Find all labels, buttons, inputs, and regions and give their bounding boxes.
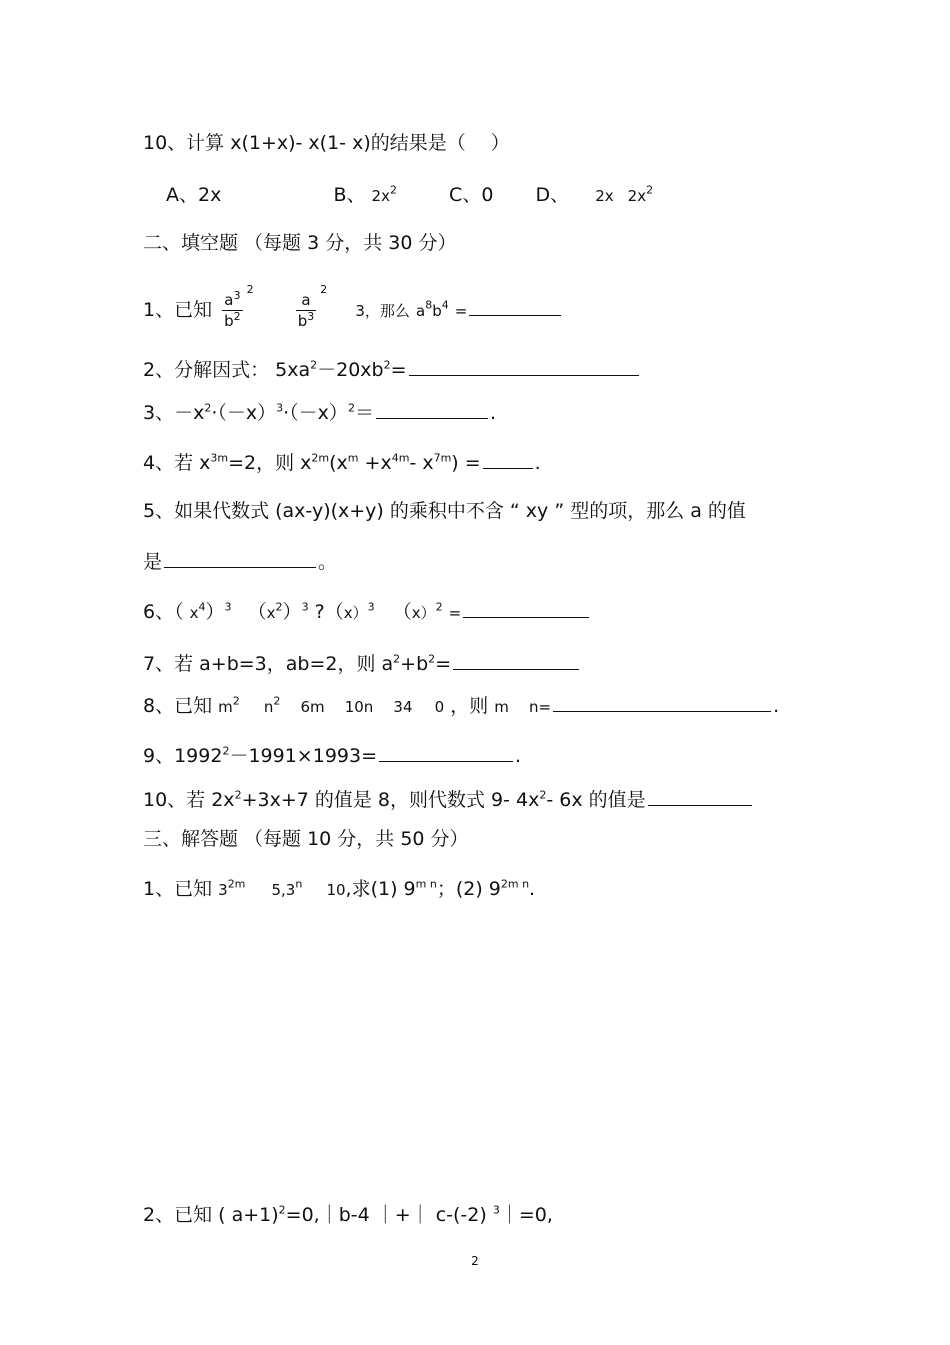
page-number: 2 <box>471 1254 479 1268</box>
fraction-2: $\frac{a}{b^3}$ <box>297 291 315 330</box>
fill-10: 10、若 $2x^2+3x+7$ 的值是 8，则代数式 9- $4x^2-$ 6x 的值是 <box>143 787 754 812</box>
fill-4: 4、若 $x^{3m}=2$，则 $x^{2m}(x^m +x^{4m}-$ $x^{7m}$) = . <box>143 451 541 474</box>
solve-1: 1、已知 $3^{2m}$ 5,3$^n$ 10,求(1) $9^{m n}$；(2) $9^{2m n}$. <box>143 877 536 900</box>
fill-5-line2: 是 。 <box>143 551 338 573</box>
answer-blank <box>469 297 561 316</box>
option-d: D、 2x $2x^2$ <box>535 183 654 206</box>
fill-3: 3、$-x^2\cdot(-x)^3\cdot(-x)^2=$ . <box>143 401 496 424</box>
answer-blank <box>376 400 488 419</box>
fill-6: 6、（ $x^4)^3$ $(x^2)^3$ $?(x)^3$ $(x)^2$ = <box>143 599 591 625</box>
fill-9: 9、$1992^2-1991\times 1993=$ . <box>143 744 522 767</box>
answer-blank <box>379 743 513 762</box>
fill-1: 1、已知 $\frac{a^3}{b^2}$ $^2$ $\frac{a}{b^3}$ $^2$ 3，那么 $a^8b^4$ = <box>143 290 563 331</box>
option-c: C、0 <box>449 184 494 206</box>
solve-2: 2、已知 ( a+1)$^2$=0,｜b-4 ｜+｜ c-(-2) $^3$｜=0, <box>143 1203 553 1226</box>
section3-heading: 三、解答题 （每题 10 分，共 50 分） <box>143 828 469 850</box>
fill-7: 7、若 a+b=3，ab=2，则 $a^2+b^2=$ <box>143 651 581 676</box>
answer-blank <box>553 693 771 712</box>
answer-blank <box>463 599 589 618</box>
answer-blank <box>648 787 752 806</box>
fill-2: 2、分解因式： $5xa^2-20xb^2=$ <box>143 357 641 382</box>
answer-blank <box>483 450 533 469</box>
fill-8: 8、已知 $m^2$ $n^2$ 6m 10n 34 0 ，则 m n= . <box>143 694 780 717</box>
option-a: A、2x <box>166 184 222 206</box>
q10-stem: 10、计算 x(1+x)- x(1- x)的结果是（ ） <box>143 132 510 154</box>
q10-options <box>166 183 653 208</box>
answer-blank <box>409 357 639 376</box>
fill-5-line1: 5、如果代数式 (ax-y)(x+y) 的乘积中不含 “ xy ” 型的项，那么 a 的值 <box>143 500 746 522</box>
answer-blank <box>164 549 316 568</box>
section2-heading: 二、填空题 （每题 3 分，共 30 分） <box>143 232 457 254</box>
option-b: B、 $2x^2$ <box>333 183 397 206</box>
fraction-1: $\frac{a^3}{b^2}$ <box>224 289 241 330</box>
answer-blank <box>453 651 579 670</box>
